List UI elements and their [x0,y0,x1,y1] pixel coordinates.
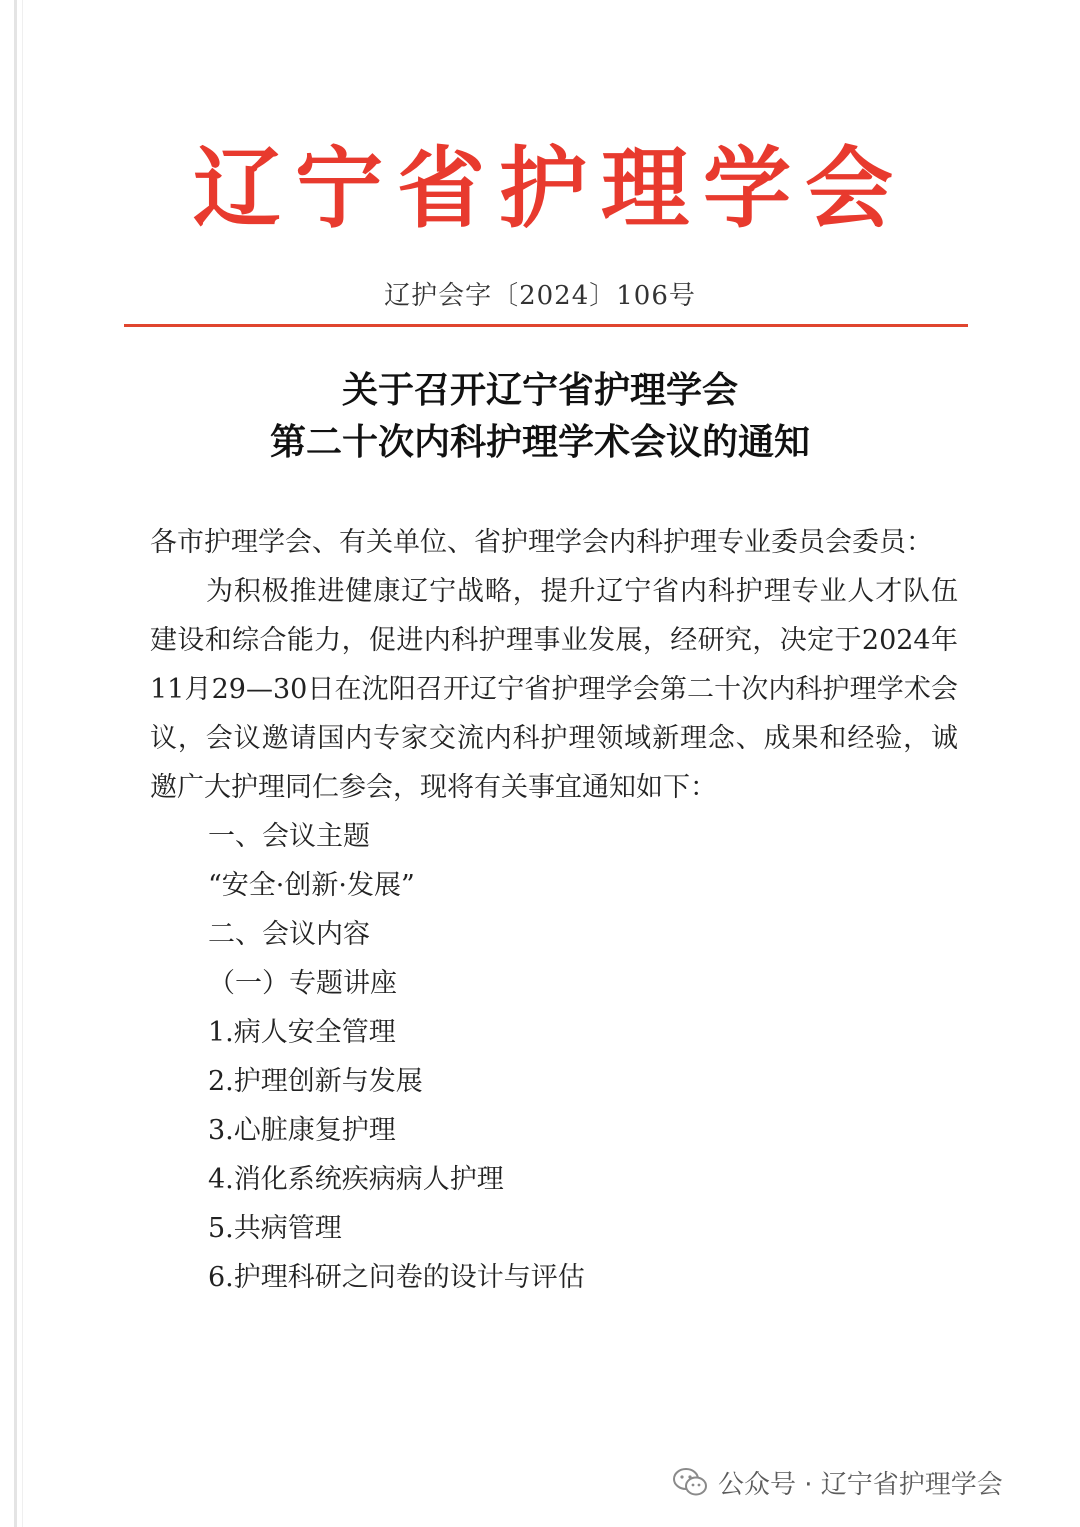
salutation: 各市护理学会、有关单位、省护理学会内科护理专业委员会委员： [150,527,933,558]
list-item: 6.护理科研之问卷的设计与评估 [208,1262,585,1293]
wechat-icon [672,1467,708,1497]
org-name: 辽宁省护理学会 [192,136,907,240]
list-item: 3.心脏康复护理 [208,1115,396,1146]
doc-title-line2: 第二十次内科护理学术会议的通知 [269,422,810,463]
red-divider [124,324,968,327]
doc-title-line1: 关于召开辽宁省护理学会 [341,370,738,411]
doc-number: 辽护会字〔2024〕106号 [384,281,696,311]
watermark-text: 公众号 · 辽宁省护理学会 [718,1469,1003,1500]
list-item: 5.共病管理 [208,1213,342,1244]
section1-heading: 一、会议主题 [208,821,370,852]
list-item: 2.护理创新与发展 [208,1066,423,1097]
intro-paragraph: 为积极推进健康辽宁战略，提升辽宁省内科护理专业人才队伍建设和综合能力，促进内科护理事业发展，经研究，决定于2024年11月29—30日在沈阳召开辽宁省护理学会第二十次内科护理学术会议，会议邀请国内专家交流内科护理领域新理念、成果和经验，诚邀广大护理同仁参会，现将有关事宜通知如下： [150,576,958,803]
section2-subheading: （一）专题讲座 [208,968,397,999]
section1-theme: “安全·创新·发展” [208,870,415,901]
document-body [150,518,958,1302]
list-item: 1.病人安全管理 [208,1017,396,1048]
section2-heading: 二、会议内容 [208,919,370,950]
list-item: 4.消化系统疾病病人护理 [208,1164,504,1195]
wechat-watermark [672,1458,1003,1506]
